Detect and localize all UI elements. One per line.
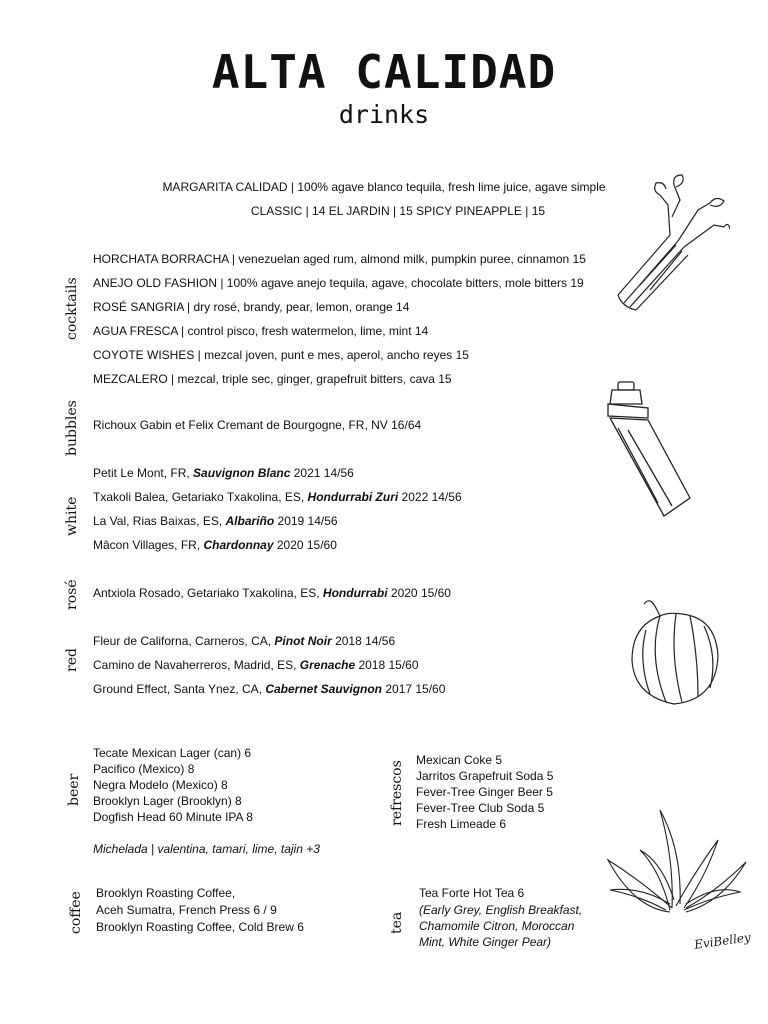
beer-item: Pacifico (Mexico) 8 <box>93 762 195 776</box>
red-wine-item: Fleur de Californa, Carneros, CA, Pinot Noir 2018 14/56 <box>93 634 396 648</box>
cocktail-item: COYOTE WISHES | mezcal joven, punt e mes, aperol, ancho reyes 15 <box>93 348 469 362</box>
refresco-item: Jarritos Grapefruit Soda 5 <box>416 769 554 783</box>
tea-details: Chamomile Citron, Moroccan <box>419 919 575 933</box>
bubbles-item: Richoux Gabin et Felix Cremant de Bourgogne, FR, NV 16/64 <box>93 418 422 432</box>
cocktail-item: HORCHATA BORRACHA | venezuelan aged rum, almond milk, pumpkin puree, cinnamon 15 <box>93 252 586 266</box>
red-wine-item: Camino de Navaherreros, Madrid, ES, Grenache 2018 15/60 <box>93 658 419 672</box>
refresco-item: Mexican Coke 5 <box>416 753 503 767</box>
coffee-item: Brooklyn Roasting Coffee, <box>96 886 236 900</box>
cocktail-item: MEZCALERO | mezcal, triple sec, ginger, grapefruit bitters, cava 15 <box>93 372 452 386</box>
menu-subtitle: drinks <box>338 100 430 129</box>
michelada-item: Michelada | valentina, tamari, lime, tajin +3 <box>93 842 320 856</box>
section-label-refrescos: refrescos <box>389 760 405 826</box>
coffee-item: Aceh Sumatra, French Press 6 / 9 <box>96 903 277 917</box>
section-label-coffee: coffee <box>68 891 84 934</box>
featured-margarita: MARGARITA CALIDAD | 100% agave blanco tequila, fresh lime juice, agave simple <box>162 180 606 194</box>
coffee-item: Brooklyn Roasting Coffee, Cold Brew 6 <box>96 920 304 934</box>
beer-item: Tecate Mexican Lager (can) 6 <box>93 746 252 760</box>
section-label-white: white <box>64 496 80 536</box>
white-wine-item: Petit Le Mont, FR, Sauvignon Blanc 2021 14/56 <box>93 466 354 480</box>
tea-details: Mint, White Ginger Pear) <box>419 935 552 949</box>
white-wine-item: Mâcon Villages, FR, Chardonnay 2020 15/60 <box>93 538 337 552</box>
tea-item: Tea Forte Hot Tea 6 <box>419 886 525 900</box>
beer-item: Negra Modelo (Mexico) 8 <box>93 778 228 792</box>
beer-item: Dogfish Head 60 Minute IPA 8 <box>93 810 253 824</box>
refresco-item: Fever-Tree Club Soda 5 <box>416 801 545 815</box>
tea-details: (Early Grey, English Breakfast, <box>419 903 583 917</box>
artist-signature: EviBelley <box>693 930 752 952</box>
cocktail-item: ANEJO OLD FASHION | 100% agave anejo tequila, agave, chocolate bitters, mole bitters 19 <box>93 276 584 290</box>
beer-item: Brooklyn Lager (Brooklyn) 8 <box>93 794 242 808</box>
white-wine-item: La Val, Rias Baixas, ES, Albariño 2019 14/56 <box>93 514 338 528</box>
cocktail-item: AGUA FRESCA | control pisco, fresh watermelon, lime, mint 14 <box>93 324 429 338</box>
section-label-rose: rosé <box>64 579 80 610</box>
section-label-bubbles: bubbles <box>64 400 80 456</box>
pumpkin-illustration <box>626 596 722 708</box>
agave-plant-illustration <box>600 800 750 920</box>
cocktail-shaker-illustration <box>598 378 698 523</box>
section-label-beer: beer <box>66 773 82 806</box>
refresco-item: Fever-Tree Ginger Beer 5 <box>416 785 553 799</box>
white-wine-item: Txakoli Balea, Getariako Txakolina, ES, Hondurrabi Zuri 2022 14/56 <box>93 490 462 504</box>
rose-wine-item: Antxiola Rosado, Getariako Txakolina, ES, Hondurrabi 2020 15/60 <box>93 586 451 600</box>
cocktail-item: ROSÉ SANGRIA | dry rosé, brandy, pear, lemon, orange 14 <box>93 300 410 314</box>
section-label-cocktails: cocktails <box>64 277 80 340</box>
celery-illustration <box>610 165 730 315</box>
section-label-red: red <box>64 648 80 672</box>
section-label-tea: tea <box>389 911 405 934</box>
menu-title: ALTA CALIDAD <box>211 45 557 99</box>
refresco-item: Fresh Limeade 6 <box>416 817 507 831</box>
featured-margarita-prices: CLASSIC | 14 EL JARDIN | 15 SPICY PINEAPPLE | 15 <box>250 204 546 218</box>
red-wine-item: Ground Effect, Santa Ynez, CA, Cabernet Sauvignon 2017 15/60 <box>93 682 446 696</box>
